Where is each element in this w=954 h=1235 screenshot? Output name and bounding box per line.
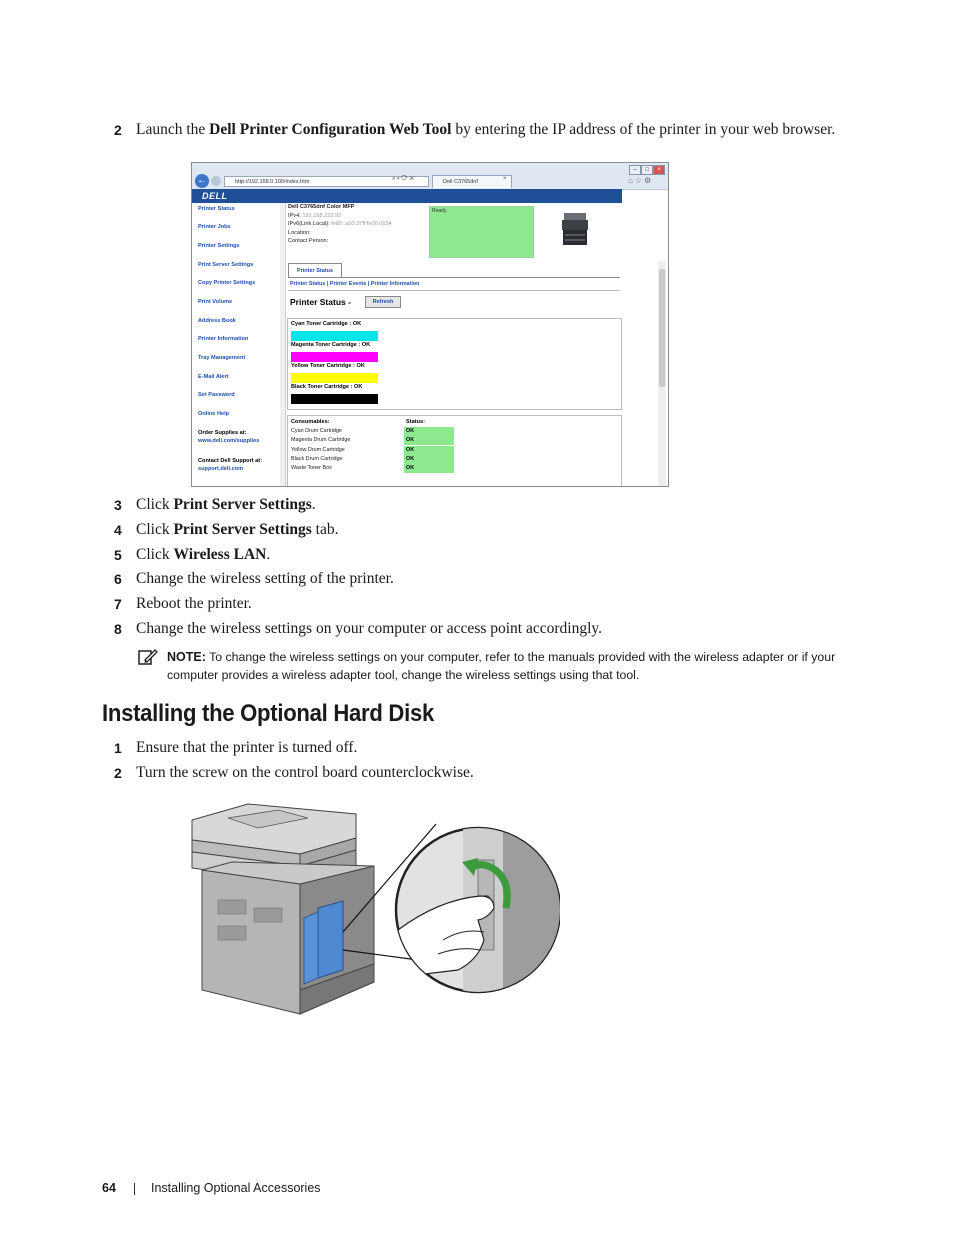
magenta-toner-label: Magenta Toner Cartridge : OK — [291, 342, 371, 348]
dell-header-bar — [192, 189, 622, 203]
sidebar-item-email-alert[interactable]: E-Mail Alert — [198, 374, 229, 380]
tab-divider — [288, 277, 620, 278]
consumable-status: OK — [404, 436, 454, 445]
sidebar — [192, 203, 281, 486]
step-number: 2 — [114, 122, 122, 138]
sidebar-item-printer-status[interactable]: Printer Status — [198, 206, 235, 212]
step-text: Click Print Server Settings tab. — [136, 521, 339, 538]
sub-navigation-links[interactable]: Printer Status | Printer Events | Printer Information — [290, 281, 420, 287]
sidebar-item-set-password[interactable]: Set Password — [198, 392, 235, 398]
sidebar-item-copy-printer-settings[interactable]: Copy Printer Settings — [198, 280, 256, 286]
contact-support-label: Contact Dell Support at: — [198, 458, 263, 464]
ipv4-row: IPv4: 192.168.222.92 — [288, 213, 342, 219]
step-number: 1 — [114, 740, 122, 756]
step-number: 3 — [114, 497, 122, 513]
close-icon[interactable]: × — [653, 165, 665, 175]
toolbar-icons[interactable]: ⌂☆⚙ — [628, 176, 654, 185]
step-number: 6 — [114, 571, 122, 587]
scrollbar-thumb[interactable] — [659, 269, 665, 387]
order-supplies-label: Order Supplies at: — [198, 430, 247, 436]
forward-arrow-icon[interactable] — [211, 176, 221, 186]
location-label: Location: — [288, 230, 311, 236]
cyan-toner-label: Cyan Toner Cartridge : OK — [291, 321, 362, 327]
consumables-header: Consumables: — [291, 419, 330, 425]
refresh-button[interactable]: Refresh — [365, 296, 401, 308]
consumable-status: OK — [404, 427, 454, 436]
black-toner-label: Black Toner Cartridge : OK — [291, 384, 363, 390]
back-arrow-icon[interactable]: ← — [197, 175, 207, 186]
step-number: 2 — [114, 765, 122, 781]
consumable-status: OK — [404, 455, 454, 464]
step-text: Click Print Server Settings. — [136, 496, 316, 513]
sidebar-item-printer-information[interactable]: Printer Information — [198, 336, 249, 342]
step-text: Change the wireless setting of the printer. — [136, 570, 394, 587]
contact-person-label: Contact Person: — [288, 238, 329, 244]
sidebar-item-print-server-settings[interactable]: Print Server Settings — [198, 262, 254, 268]
sidebar-item-printer-jobs[interactable]: Printer Jobs — [198, 224, 231, 230]
browser-screenshot — [191, 162, 669, 487]
status-header: Status: — [406, 419, 425, 425]
ipv6-row: IPv6(Link Local): fe80::a00:37ff:fe00:0034 — [288, 221, 392, 227]
page-title: Printer Status - — [290, 297, 351, 307]
section-title: Installing the Optional Hard Disk — [102, 700, 434, 727]
order-supplies-link[interactable]: www.dell.com/supplies — [198, 438, 260, 444]
step-number: 8 — [114, 621, 122, 637]
maximize-icon[interactable]: □ — [641, 165, 653, 175]
footer-divider — [134, 1183, 135, 1195]
consumable-row: Black Drum Cartridge — [291, 456, 343, 462]
address-bar[interactable]: http://192.168.0.100/index.htm — [224, 176, 429, 187]
contact-support-link[interactable]: support.dell.com — [198, 466, 244, 472]
consumable-status: OK — [404, 446, 454, 455]
step-number: 5 — [114, 547, 122, 563]
step-text: Change the wireless settings on your computer or access point accordingly. — [136, 620, 603, 637]
sidebar-item-online-help[interactable]: Online Help — [198, 411, 230, 417]
sidebar-item-address-book[interactable]: Address Book — [198, 318, 236, 324]
pencil-note-icon — [138, 648, 158, 666]
consumable-row: Yellow Drum Cartridge — [291, 447, 345, 453]
step-text: Click Wireless LAN. — [136, 546, 271, 563]
tab-printer-status[interactable]: Printer Status — [288, 263, 342, 278]
consumable-row: Magenta Drum Cartridge — [291, 437, 351, 443]
minimize-icon[interactable]: – — [629, 165, 641, 175]
sidebar-item-print-volume[interactable]: Print Volume — [198, 299, 233, 305]
step-number: 7 — [114, 596, 122, 612]
step-number: 4 — [114, 522, 122, 538]
printer-icon — [560, 210, 590, 248]
printer-name: Dell C3765dnf Color MFP — [288, 204, 355, 210]
page-number: 64 — [102, 1181, 116, 1195]
browser-tab[interactable]: Dell C3765dnf — [432, 175, 512, 188]
yellow-toner-label: Yellow Toner Cartridge : OK — [291, 363, 365, 369]
step-text: Turn the screw on the control board counterclockwise. — [136, 764, 474, 781]
consumable-status: OK — [404, 464, 454, 473]
tab-close-icon[interactable]: × — [503, 176, 507, 182]
cyan-toner-level — [291, 331, 378, 341]
dell-logo: DELL — [202, 191, 228, 201]
note-block: NOTE: To change the wireless settings on your computer, refer to the manuals provided with the wireless adapter or if your computer provides a wireless adapter tool, change the wireless settings using that tool. — [167, 650, 836, 682]
status-text: Ready — [432, 208, 447, 214]
step-text: Ensure that the printer is turned off. — [136, 739, 358, 756]
divider — [288, 290, 620, 291]
sidebar-item-tray-management[interactable]: Tray Management — [198, 355, 246, 361]
printer-screw-illustration — [188, 800, 560, 1016]
chapter-title: Installing Optional Accessories — [151, 1181, 321, 1195]
black-toner-level — [291, 394, 378, 404]
search-icon[interactable]: ⌕ ▾ ⟳ ✕ — [392, 176, 414, 182]
frame-splitter[interactable] — [280, 203, 286, 486]
sidebar-item-printer-settings[interactable]: Printer Settings — [198, 243, 240, 249]
magenta-toner-level — [291, 352, 378, 362]
step-text: Reboot the printer. — [136, 595, 252, 612]
yellow-toner-level — [291, 373, 378, 383]
step-text: Launch the Dell Printer Configuration Web Tool by entering the IP address of the printer in your web browser. — [136, 121, 836, 138]
consumable-row: Cyan Drum Cartridge — [291, 428, 342, 434]
consumable-row: Waste Toner Box — [291, 465, 332, 471]
